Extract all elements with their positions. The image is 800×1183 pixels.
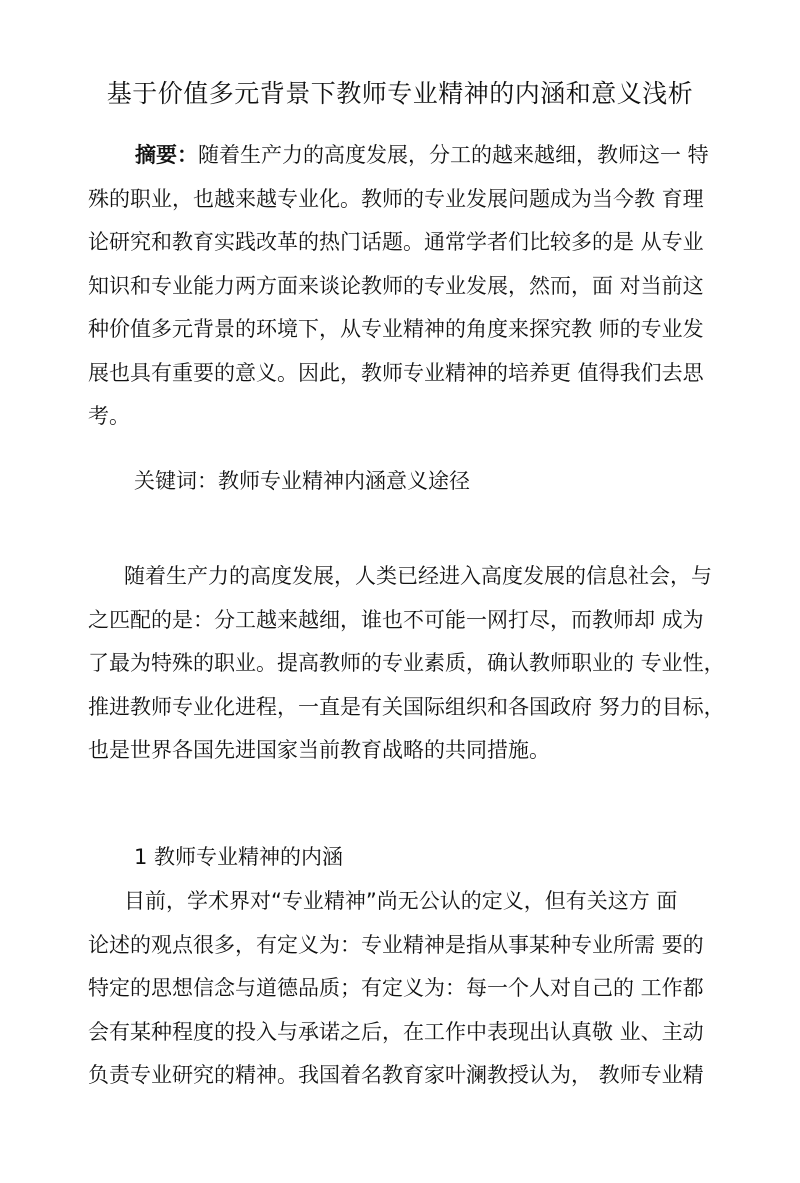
- section1-line: 负责专业研究的精神。我国着名教育家叶澜教授认为， 教师专业精: [88, 1063, 704, 1087]
- keywords-line: [134, 460, 470, 503]
- abstract-label: 摘要：: [135, 143, 198, 167]
- document-title: 基于价值多元背景下教师专业精神的内涵和意义浅析: [106, 79, 694, 108]
- abstract-line: 知识和专业能力两方面来谈论教师的专业发展，然而，面 对当前这: [88, 273, 704, 298]
- section1-line: 会有某种程度的投入与承诺之后，在工作中表现出认真敬 业、主动: [88, 1019, 704, 1044]
- abstract-line: 论研究和教育实践改革的热门话题。通常学者们比较多的是 从专业: [88, 230, 704, 254]
- intro-line: 推进教师专业化进程，一直是有关国际组织和各国政府 努力的目标，: [88, 694, 725, 719]
- keywords-text: 教师专业精神内涵意义途径: [218, 469, 470, 493]
- intro-line: 也是世界各国先进国家当前教育战略的共同措施。: [88, 738, 550, 762]
- section1-line: 目前，学术界对“专业精神”尚无公认的定义，但有关这方 面: [124, 889, 678, 913]
- abstract-line: 种价值多元背景的环境下，从专业精神的角度来探究教 师的专业发: [88, 317, 704, 341]
- intro-line: 了最为特殊的职业。提高教师的专业素质，确认教师职业的 专业性，: [88, 651, 725, 675]
- abstract-line: 殊的职业，也越来越专业化。教师的专业发展问题成为当今教 育理: [88, 186, 704, 211]
- intro-paragraph: [88, 555, 728, 773]
- intro-line: 之匹配的是：分工越来越细，谁也不可能一网打尽，而教师却 成为: [88, 607, 704, 632]
- abstract-paragraph: [88, 134, 728, 439]
- abstract-line: 展也具有重要的意义。因此，教师专业精神的培养更 值得我们去思: [88, 360, 704, 385]
- section-heading: 1 教师专业精神的内涵: [134, 845, 344, 869]
- keywords-label: 关键词：: [134, 469, 218, 493]
- section1-line: 特定的思想信念与道德品质；有定义为：每一个人对自己的 工作都: [88, 976, 704, 1000]
- abstract-line: 摘要：随着生产力的高度发展，分工的越来越细，教师这一 特: [135, 143, 709, 167]
- section1-line: 论述的观点很多，有定义为：专业精神是指从事某种专业所需 要的: [88, 932, 704, 957]
- abstract-line: 考。: [88, 404, 130, 428]
- intro-line: 随着生产力的高度发展，人类已经进入高度发展的信息社会，与: [124, 564, 712, 588]
- section1-paragraph: [88, 880, 728, 1098]
